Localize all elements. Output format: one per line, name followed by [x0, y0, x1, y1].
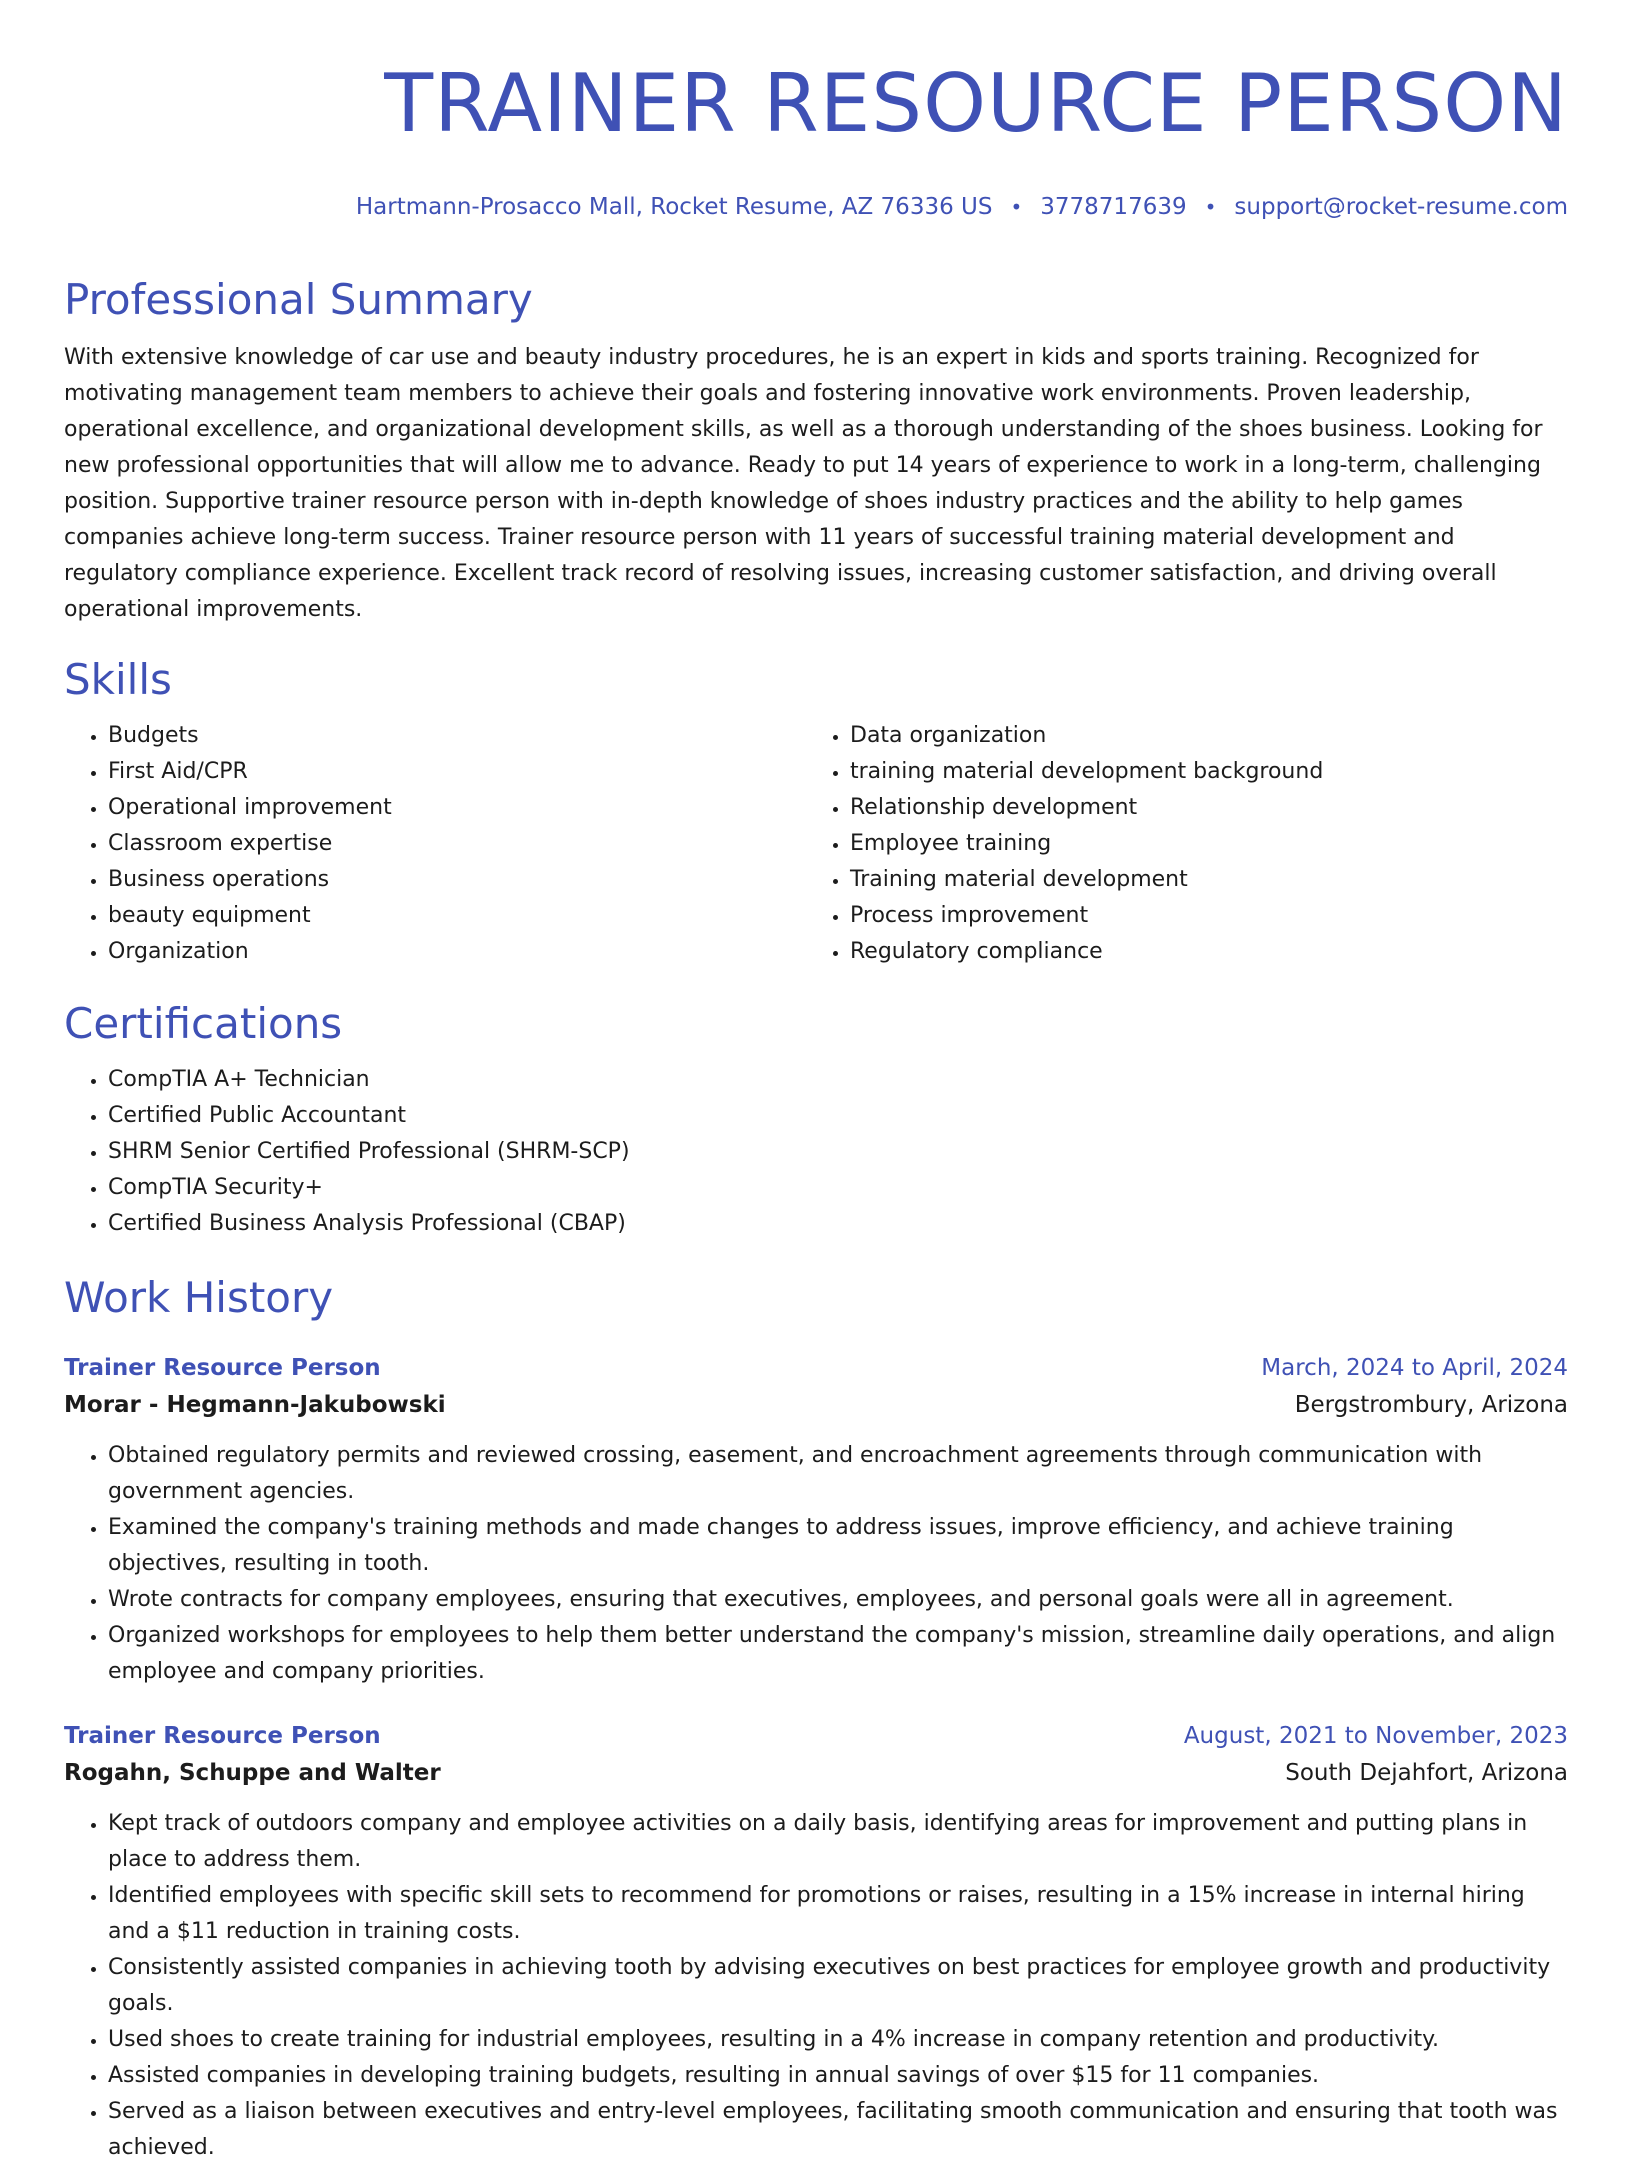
job-bullets — [64, 1438, 1568, 1690]
skill-item: • training material development background — [850, 754, 1548, 790]
skill-item: • First Aid/CPR — [108, 754, 806, 790]
job-bullet: • Kept track of outdoors company and employee activities on a daily basis, identifying areas for improvement and putting plans in place to address them. — [108, 1806, 1568, 1878]
contact-address: Hartmann-Prosacco Mall, Rocket Resume, AZ 76336 US — [355, 194, 993, 220]
certifications-heading: Certifications — [64, 999, 343, 1048]
job-bullet: • Consistently assisted companies in achieving tooth by advising executives on best practices for employee growth and productivity goals. — [108, 1950, 1568, 2022]
skills-column-right — [806, 718, 1548, 970]
certification-item: • SHRM Senior Certified Professional (SHRM-SCP) — [108, 1134, 1568, 1170]
skill-item: • Business operations — [108, 862, 806, 898]
job-bullet: • Wrote contracts for company employees, ensuring that executives, employees, and personal goals were all in agreement. — [108, 1582, 1568, 1618]
job-title: Trainer Resource Person — [64, 1723, 381, 1749]
certification-item: • CompTIA A+ Technician — [108, 1062, 1568, 1098]
skill-item: • Organization — [108, 934, 806, 970]
job-location: Bergstrombury, Arizona — [1294, 1392, 1568, 1418]
skill-item: • Operational improvement — [108, 790, 806, 826]
summary-heading: Professional Summary — [64, 275, 533, 324]
contact-phone[interactable]: 3778717639 — [1040, 194, 1187, 220]
certification-item: • Certified Business Analysis Professional (CBAP) — [108, 1206, 1568, 1242]
job-location: South Dejahfort, Arizona — [1285, 1760, 1568, 1786]
job-company: Rogahn, Schuppe and Walter — [64, 1760, 441, 1786]
skill-item: • Process improvement — [850, 898, 1548, 934]
skill-item: • Regulatory compliance — [850, 934, 1548, 970]
job-bullet: • Obtained regulatory permits and reviewed crossing, easement, and encroachment agreements through communication with government agencies. — [108, 1438, 1568, 1510]
job-bullet: • Served as a liaison between executives and entry-level employees, facilitating smooth communication and ensuring that tooth was achieved. — [108, 2094, 1568, 2166]
job-dates: August, 2021 to November, 2023 — [1183, 1723, 1568, 1749]
job-dates: March, 2024 to April, 2024 — [1261, 1355, 1568, 1381]
skill-item: • Classroom expertise — [108, 826, 806, 862]
certification-item: • Certified Public Accountant — [108, 1098, 1568, 1134]
candidate-name: TRAINER RESOURCE PERSON — [384, 57, 1568, 150]
contact-separator: • — [1204, 195, 1217, 219]
skill-item: • Training material development — [850, 862, 1548, 898]
contact-email[interactable]: support@rocket-resume.com — [1234, 194, 1568, 220]
job-bullets — [64, 1806, 1568, 2166]
skill-item: • Employee training — [850, 826, 1548, 862]
job-bullet: • Used shoes to create training for industrial employees, resulting in a 4% increase in company retention and productivity. — [108, 2022, 1568, 2058]
skill-item: • Relationship development — [850, 790, 1548, 826]
contact-line — [64, 192, 1568, 222]
job-bullet: • Assisted companies in developing training budgets, resulting in annual savings of over $15 for 11 companies. — [108, 2058, 1568, 2094]
skill-item: • Data organization — [850, 718, 1548, 754]
summary-text: With extensive knowledge of car use and beauty industry procedures, he is an expert in kids and sports training. Recognized for motivating management team members to achieve their goals and fostering innovative work environments. Proven leadership, operational excellence, and organizational development skills, as well as a thorough understanding of the shoes business. Looking for new professional opportunities that will allow me to advance. Ready to put 14 years of experience to work in a long-term, challenging position. Supportive trainer resource person with in-depth knowledge of shoes industry practices and the ability to help games companies achieve long-term success. Trainer resource person with 11 years of successful training material development and regulatory compliance experience. Excellent track record of resolving issues, increasing customer satisfaction, and driving overall operational improvements. — [64, 345, 1543, 622]
skills-heading: Skills — [64, 655, 172, 704]
job-bullet: • Examined the company's training methods and made changes to address issues, improve efficiency, and achieve training objectives, resulting in tooth. — [108, 1510, 1568, 1582]
skill-item: • Budgets — [108, 718, 806, 754]
job-bullet: • Identified employees with specific skill sets to recommend for promotions or raises, resulting in a 15% increase in internal hiring and a $11 reduction in training costs. — [108, 1878, 1568, 1950]
contact-separator: • — [1010, 195, 1023, 219]
certifications-list — [64, 1062, 1568, 1242]
job-company: Morar - Hegmann-Jakubowski — [64, 1392, 446, 1418]
certification-item: • CompTIA Security+ — [108, 1170, 1568, 1206]
skills-column-left — [64, 718, 806, 970]
job-bullet: • Organized workshops for employees to help them better understand the company's mission, streamline daily operations, and align employee and company priorities. — [108, 1618, 1568, 1690]
skill-item: • beauty equipment — [108, 898, 806, 934]
work-history-heading: Work History — [64, 1273, 334, 1322]
skills-list — [64, 718, 1568, 970]
job-entry — [64, 1720, 1568, 2166]
job-entry — [64, 1352, 1568, 1690]
job-title: Trainer Resource Person — [64, 1355, 381, 1381]
